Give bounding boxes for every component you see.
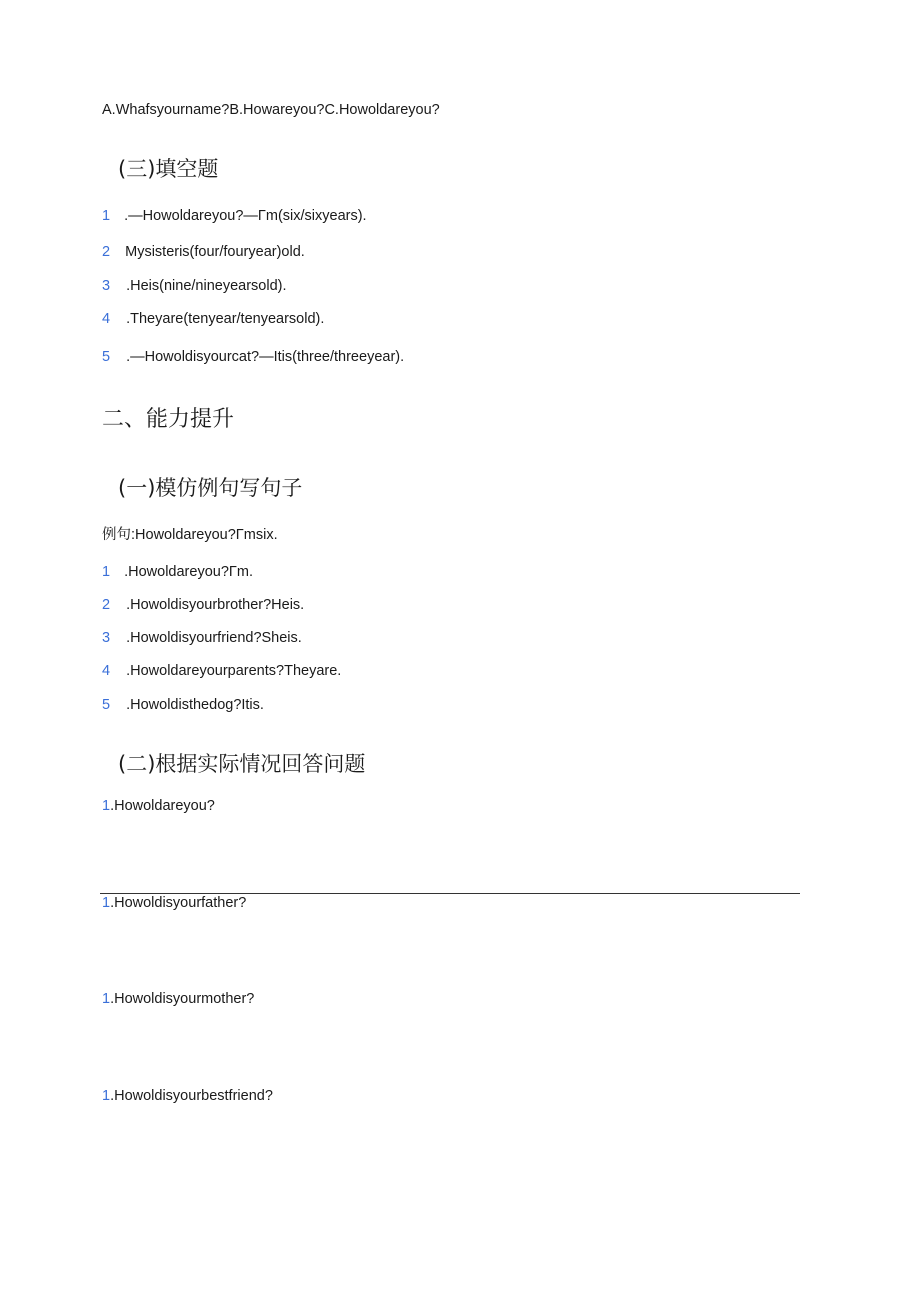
list-item — [102, 277, 287, 295]
item-text: .Howoldareyou?Γm. — [124, 564, 253, 580]
list-item — [102, 310, 324, 328]
question-item — [102, 797, 215, 815]
item-text: .Howoldareyou? — [110, 798, 215, 814]
item-number: 3 — [102, 278, 111, 294]
item-text: .Theyare(tenyear/tenyearsold). — [126, 311, 325, 327]
question-item — [102, 990, 254, 1008]
list-item — [102, 207, 367, 225]
item-text: Mysisteris(four/fouryear)old. — [125, 244, 305, 260]
question-item — [102, 1087, 273, 1105]
item-number: 5 — [102, 349, 111, 365]
question-item — [102, 894, 246, 912]
item-number: 1 — [102, 991, 111, 1007]
item-number: 3 — [102, 630, 111, 646]
item-text: .Howoldareyourparents?Theyare. — [126, 663, 342, 679]
list-item — [102, 662, 341, 680]
item-number: 1 — [102, 1088, 111, 1104]
item-number: 2 — [102, 244, 111, 260]
item-number: 1 — [102, 208, 111, 224]
item-number: 1 — [102, 895, 111, 911]
section-heading-fill-blanks: (三)填空题 — [118, 157, 219, 181]
list-item — [102, 243, 305, 261]
item-number: 5 — [102, 697, 111, 713]
item-text: .Howoldisyourfriend?Sheis. — [126, 630, 302, 646]
list-item — [102, 348, 404, 366]
list-item — [102, 696, 264, 714]
item-text: .Howoldisyourfather? — [110, 895, 247, 911]
options-line: A.Whafsyourname?B.Howareyou?C.Howoldareyou? — [102, 102, 440, 118]
item-text: .—Howoldareyou?—Γm(six/sixyears). — [124, 208, 367, 224]
item-text: .Heis(nine/nineyearsold). — [126, 278, 287, 294]
section-heading-answer: (二)根据实际情况回答问题 — [118, 752, 366, 776]
item-number: 1 — [102, 798, 111, 814]
item-text: .Howoldisyourmother? — [110, 991, 255, 1007]
example-sentence: 例句:Howoldareyou?Γmsix. — [102, 527, 278, 543]
item-text: .—Howoldisyourcat?—Itis(three/threeyear). — [126, 349, 405, 365]
item-text: .Howoldisyourbestfriend? — [110, 1088, 273, 1104]
item-number: 4 — [102, 663, 111, 679]
item-number: 2 — [102, 597, 111, 613]
item-number: 4 — [102, 311, 111, 327]
item-text: .Howoldisyourbrother?Heis. — [126, 597, 305, 613]
item-text: .Howoldisthedog?Itis. — [126, 697, 264, 713]
list-item — [102, 629, 302, 647]
item-number: 1 — [102, 564, 111, 580]
section-heading-imitate: (一)模仿例句写句子 — [118, 476, 303, 500]
part-heading-ability: 二、能力提升 — [102, 407, 235, 432]
list-item — [102, 596, 304, 614]
list-item — [102, 563, 253, 581]
